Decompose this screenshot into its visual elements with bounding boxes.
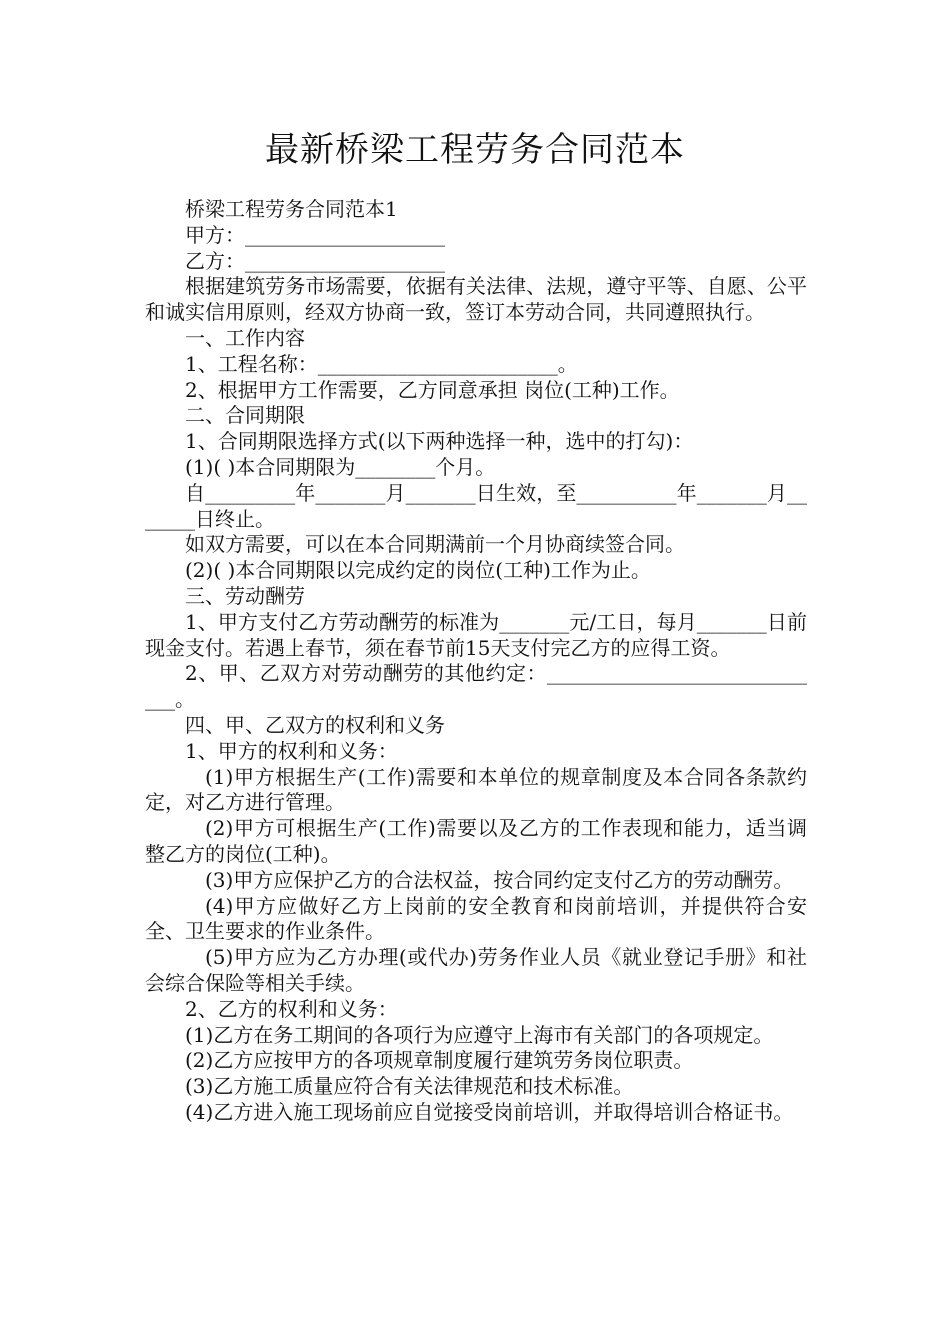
paragraph: 1、甲方的权利和义务： (185, 738, 398, 763)
paragraph: 2、乙方的权利和义务： (185, 996, 398, 1021)
paragraph: (4)甲方应做好乙方上岗前的安全教育和岗前培训，并提供符合安全、卫生要求的作业条件。 (145, 893, 807, 944)
paragraph: (3)甲方应保护乙方的合法权益，按合同约定支付乙方的劳动酬劳。 (205, 867, 794, 892)
paragraph: 1、甲方支付乙方劳动酬劳的标准为_______元/工日，每月_______日前现金支付。若遇上春节，须在春节前15天支付完乙方的应得工资。 (145, 609, 807, 660)
paragraph: (2)甲方可根据生产(工作)需要以及乙方的工作表现和能力，适当调整乙方的岗位(工种)。 (145, 816, 807, 866)
paragraph: (2)乙方应按甲方的各项规章制度履行建筑劳务岗位职责。 (185, 1048, 694, 1073)
paragraph: 1、工程名称：________________________。 (185, 351, 578, 376)
paragraph: (2)( )本合同期限以完成约定的岗位(工种)工作为止。 (185, 558, 651, 583)
paragraph: 1、合同期限选择方式(以下两种选择一种，选中的打勾)： (185, 429, 694, 454)
section-heading: 四、甲、乙双方的权利和义务 (185, 712, 445, 737)
paragraph: (5)甲方应为乙方办理(或代办)劳务作业人员《就业登记手册》和社会综合保险等相关手续。 (145, 945, 807, 995)
document-body (145, 197, 807, 1126)
party-a-line: 甲方：____________________ (185, 222, 445, 247)
party-b-line: 乙方：____________________ (185, 248, 445, 273)
paragraph: 如双方需要，可以在本合同期满前一个月协商续签合同。 (185, 532, 685, 557)
section-heading: 一、工作内容 (185, 325, 305, 350)
paragraph: 根据建筑劳务市场需要，依据有关法律、法规，遵守平等、自愿、公平和诚实信用原则，经双方协商一致，签订本劳动合同，共同遵照执行。 (145, 274, 807, 325)
paragraph: (1)甲方根据生产(工作)需要和本单位的规章制度及本合同各条款约定，对乙方进行管理。 (145, 764, 807, 815)
paragraph: (1)乙方在务工期间的各项行为应遵守上海市有关部门的各项规定。 (185, 1022, 774, 1047)
document-title: 最新桥梁工程劳务合同范本 (265, 130, 685, 170)
paragraph: (3)乙方施工质量应符合有关法律规范和技术标准。 (185, 1074, 634, 1099)
section-heading: 三、劳动酬劳 (185, 583, 305, 608)
paragraph: (1)( )本合同期限为________个月。 (185, 454, 496, 479)
paragraph: 2、根据甲方工作需要，乙方同意承担 岗位(工种)工作。 (185, 377, 680, 402)
paragraph: 2、甲、乙双方对劳动酬劳的其他约定：_____________________________。 (145, 661, 807, 712)
paragraph: (4)乙方进入施工现场前应自觉接受岗前培训，并取得培训合格证书。 (185, 1099, 794, 1124)
paragraph: 自_________年_______月_______日生效，至__________年_______月_______日终止。 (145, 480, 807, 531)
paragraph: 桥梁工程劳务合同范本1 (185, 197, 398, 221)
section-heading: 二、合同期限 (185, 403, 305, 428)
